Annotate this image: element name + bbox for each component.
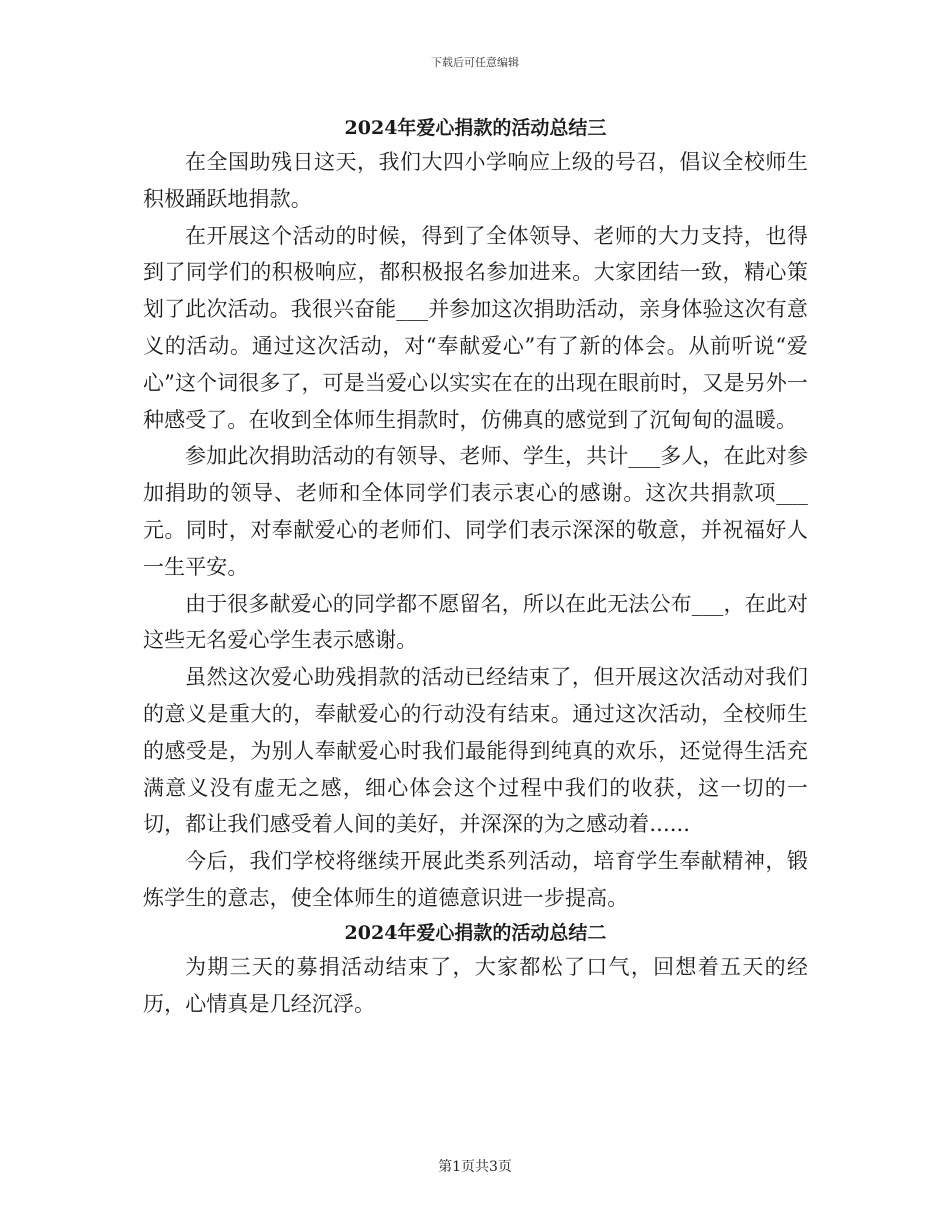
- document-body: [143, 112, 808, 1022]
- paragraph: 在开展这个活动的时候，得到了全体领导、老师的大力支持，也得到了同学们的积极响应，都积极报名参加进来。大家团结一致，精心策划了此次活动。我很兴奋能___并参加这次捐助活动，亲身体验这次有意义的活动。通过这次活动，对“奉献爱心”有了新的体会。从前听说“爱心”这个词很多了，可是当爱心以实实在在的出现在眼前时，又是另外一种感受了。在收到全体师生捐款时，仿佛真的感觉到了沉甸甸的温暖。: [143, 223, 808, 432]
- paragraph: 由于很多献爱心的同学都不愿留名，所以在此无法公布___，在此对这些无名爱心学生表示感谢。: [143, 591, 808, 653]
- paragraph: 虽然这次爱心助残捐款的活动已经结束了，但开展这次活动对我们的意义是重大的，奉献爱心的行动没有结束。通过这次活动，全校师生的感受是，为别人奉献爱心时我们最能得到纯真的欢乐，还觉得生活充满意义没有虚无之感，细心体会这个过程中我们的收获，这一切的一切，都让我们感受着人间的美好，并深深的为之感动着......: [143, 665, 808, 837]
- section-title: 2024年爱心捐款的活动总结三: [344, 117, 607, 139]
- page-footer: 第1页共3页: [438, 1159, 512, 1175]
- paragraph: 为期三天的募捐活动结束了，大家都松了口气，回想着五天的经历，心情真是几经沉浮。: [143, 954, 808, 1016]
- paragraph: 在全国助残日这天，我们大四小学响应上级的号召，倡议全校师生积极踊跃地捐款。: [143, 150, 808, 211]
- paragraph: 今后，我们学校将继续开展此类系列活动，培育学生奉献精神，锻炼学生的意志，使全体师生的道德意识进一步提高。: [143, 849, 808, 910]
- page-header-note: 下载后可任意编辑: [431, 56, 519, 69]
- section-title: 2024年爱心捐款的活动总结二: [344, 921, 607, 944]
- paragraph: 参加此次捐助活动的有领导、老师、学生，共计___多人，在此对参加捐助的领导、老师和全体同学们表示衷心的感谢。这次共捐款项___元。同时，对奉献爱心的老师们、同学们表示深深的敬意，并祝福好人一生平安。: [143, 444, 808, 579]
